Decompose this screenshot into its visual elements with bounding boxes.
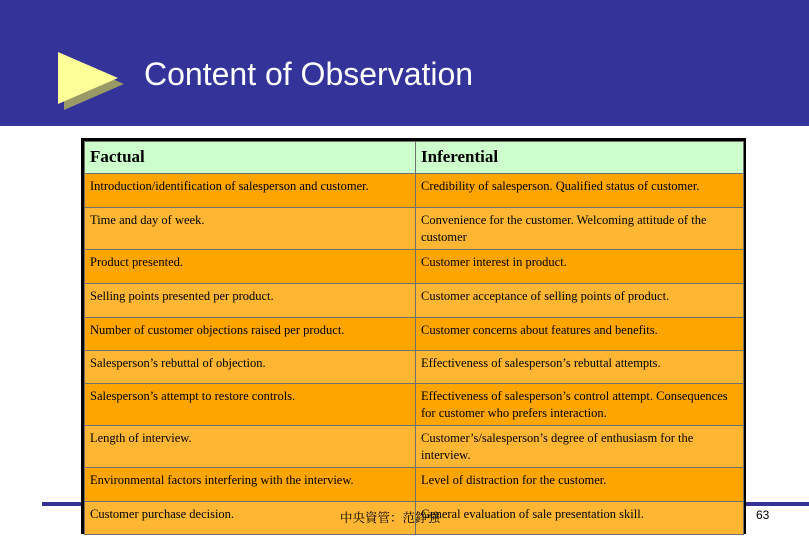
factual-cell: Selling points presented per product. bbox=[85, 284, 416, 318]
column-header-inferential: Inferential bbox=[416, 142, 744, 174]
table-row bbox=[85, 351, 744, 384]
inferential-cell: Effectiveness of salesperson’s control attempt. Consequences for customer who prefers interaction. bbox=[416, 384, 744, 426]
factual-cell: Number of customer objections raised per product. bbox=[85, 318, 416, 351]
table-row bbox=[85, 208, 744, 250]
page-number: 63 bbox=[756, 508, 770, 522]
factual-cell: Time and day of week. bbox=[85, 208, 416, 250]
factual-cell: Salesperson’s rebuttal of objection. bbox=[85, 351, 416, 384]
factual-cell: Environmental factors interfering with the interview. bbox=[85, 468, 416, 502]
inferential-cell: Customer interest in product. bbox=[416, 250, 744, 284]
slide-title: Content of Observation bbox=[144, 56, 474, 92]
factual-cell: Length of interview. bbox=[85, 426, 416, 468]
factual-cell: Customer purchase decision. bbox=[85, 502, 416, 535]
factual-cell: Product presented. bbox=[85, 250, 416, 284]
table-row bbox=[85, 468, 744, 502]
inferential-cell: Effectiveness of salesperson’s rebuttal attempts. bbox=[416, 351, 744, 384]
footer-author: 中央資管：范錚強 bbox=[340, 510, 441, 525]
table-row bbox=[85, 250, 744, 284]
inferential-cell: General evaluation of sale presentation skill. bbox=[416, 502, 744, 535]
factual-cell: Introduction/identification of salesperson and customer. bbox=[85, 174, 416, 208]
slide-header bbox=[0, 0, 809, 126]
column-header-factual: Factual bbox=[85, 142, 416, 174]
observation-table bbox=[84, 141, 744, 535]
table-row bbox=[85, 318, 744, 351]
inferential-cell: Customer concerns about features and benefits. bbox=[416, 318, 744, 351]
inferential-cell: Customer acceptance of selling points of product. bbox=[416, 284, 744, 318]
inferential-cell: Convenience for the customer. Welcoming attitude of the customer bbox=[416, 208, 744, 250]
inferential-cell: Customer’s/salesperson’s degree of enthusiasm for the interview. bbox=[416, 426, 744, 468]
observation-table-frame bbox=[81, 138, 746, 534]
table-row bbox=[85, 426, 744, 468]
table-row bbox=[85, 174, 744, 208]
table-row bbox=[85, 284, 744, 318]
table-header-row bbox=[85, 142, 744, 174]
inferential-cell: Level of distraction for the customer. bbox=[416, 468, 744, 502]
triangle-arrow-icon bbox=[58, 50, 124, 110]
factual-cell: Salesperson’s attempt to restore controls. bbox=[85, 384, 416, 426]
inferential-cell: Credibility of salesperson. Qualified status of customer. bbox=[416, 174, 744, 208]
table-row bbox=[85, 384, 744, 426]
